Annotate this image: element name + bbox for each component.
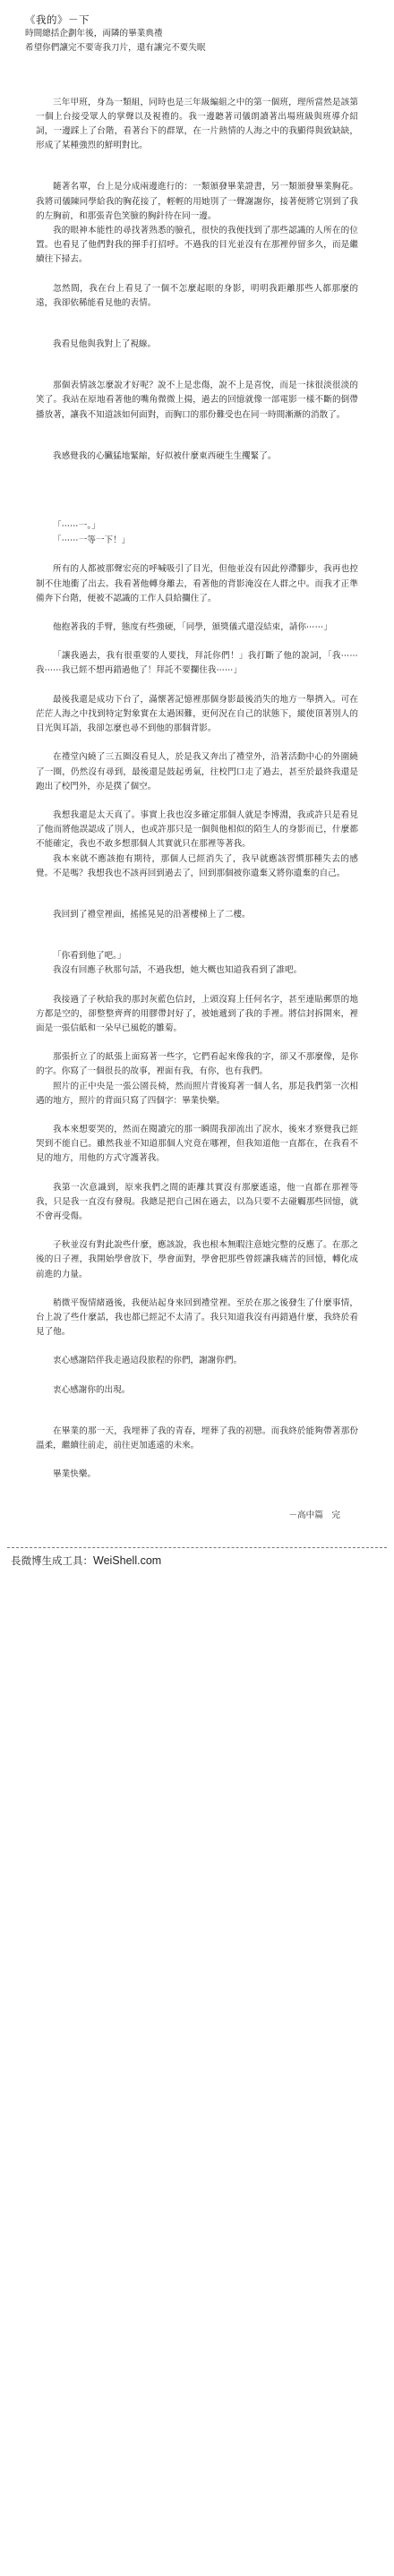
paragraph: 最後我還是成功下台了，滿懷著記憶裡那個身影最後消失的地方一舉擠入。可在茫茫人海之中找到特定對象實在太過困難，更何況在自己的狀態下，縱使頂著別人的目光與耳語，我卻怎麼也尋不到他的那個背影。 bbox=[36, 694, 358, 734]
paragraph: 所有的人都被那聲宏亮的呼喊吸引了目光，但他並沒有因此停滯腳步，我再也控制不住地衝了出去。我看著他轉身離去，看著他的背影淹沒在人群之中。而我才正準備奔下台階，便被不認識的工作人員給攔住了。 bbox=[36, 564, 358, 603]
paragraph: 照片的正中央是一張公園長椅，然而照片背後寫著一個人名，那是我們第一次相遇的地方，照片的背面只寫了四個字：畢業快樂。 bbox=[36, 1081, 358, 1106]
paragraph: 那張折立了的紙張上面寫著一些字，它們看起來像我的字，卻又不那麼像，是你的字。你寫了一個很長的故事，裡面有我，有你，也有我們。 bbox=[36, 1052, 358, 1077]
paragraph: 我第一次意識到，原來我們之間的距離其實沒有那麼遙遠，他一直都在那裡等我，只是我一直沒有發現。我總是把自己困在過去，以為只要不去碰觸那些回憶，就不會再受傷。 bbox=[36, 1182, 358, 1221]
paragraph: 我接過了子秋給我的那封灰藍色信封，上頭沒寫上任何名字，甚至連貼郵票的地方都是空的，卻整整齊齊的用膠帶封好了，被她遞到了我的手裡。將信封拆開來，裡面是一張信紙和一朵早已風乾的雛菊。 bbox=[36, 994, 358, 1033]
dialogue-line: 「⋯⋯一。」 bbox=[53, 521, 100, 532]
paragraph: 衷心感謝陪伴我走過這段旅程的你們，謝謝你們。 bbox=[53, 1356, 243, 1366]
paragraph: 稍微平復情緒過後，我便站起身來回到禮堂裡。至於在那之後發生了什麼事情，台上說了些什麼話，我也都已經記不太清了。我只知道我沒有再錯過什麼，我終於看見了他。 bbox=[36, 1297, 358, 1338]
footer-brand-link[interactable]: WeiShell.com bbox=[93, 1553, 162, 1567]
paragraph: 衷心感謝你的出現。 bbox=[53, 1384, 131, 1395]
paragraph: 我本來就不應該抱有期待，那個人已經消失了，我早就應該習慣那種失去的感覺。不是嗎？我想我也不該再回到過去了，回到那個被你遺棄又將你遺棄的自己。 bbox=[36, 853, 358, 878]
footer-prefix: 長微博生成工具： bbox=[11, 1553, 93, 1567]
paragraph: 我感覺我的心臟猛地緊縮，好似被什麼東西硬生生攫緊了。 bbox=[53, 450, 277, 461]
paragraph: 我看見他與我對上了視線。 bbox=[53, 339, 157, 350]
paragraph: 我回到了禮堂裡面，搖搖晃晃的沿著樓梯上了二樓。 bbox=[53, 909, 251, 920]
paragraph: 忽然間，我在台上看見了一個不怎麼起眼的身影，明明我距離那些人都那麼的遠，我卻依稀能看見他的表情。 bbox=[36, 283, 358, 308]
closing-line: 畢業快樂。 bbox=[53, 1469, 96, 1480]
footer bbox=[7, 1547, 387, 1577]
paragraph: 那個表情該怎麼說才好呢？說不上是悲傷，說不上是喜悅，而是一抹很淡很淡的笑了。我站在原地看著他的嘴角微微上揚，過去的回憶就像一部電影一樣不斷的倒帶播放著，讓我不知道該如何面對，而胸口的那份難受也在同一時間漸漸的消散了。 bbox=[36, 381, 358, 420]
paragraph: 在畢業的那一天，我埋葬了我的青春，埋葬了我的初戀。而我終於能夠帶著那份溫柔，繼續往前走，前往更加遙遠的未來。 bbox=[36, 1425, 358, 1451]
header-note-2: 希望你們讓完不要寄我刀片，還有讓完不要失眠 bbox=[25, 43, 206, 54]
paragraph: 他抱著我的手臂，態度有些強硬，「同學，頒獎儀式還沒結束，請你⋯⋯」 bbox=[53, 622, 332, 633]
dialogue-line: 「你看到他了吧。」 bbox=[53, 951, 126, 962]
article-header bbox=[0, 13, 394, 56]
article-title: 《我的》－下 bbox=[25, 13, 90, 26]
article-body bbox=[0, 96, 394, 1524]
dialogue-line: 「⋯⋯一等一下！」 bbox=[53, 535, 131, 546]
paragraph: 隨著名單，台上是分成兩邊進行的：一類頒發畢業證書，另一類頒發畢業胸花。我將司儀陳同學給我的胸花接了，輕輕的用她別了一聲謝謝你，接著便將它別到了我的左胸前，和那張青色笑臉的胸針待在同一邊。 bbox=[36, 182, 358, 221]
paragraph: 三年甲班，身為一類組，同時也是三年級編組之中的第一個班，理所當然是該第一個上台接受眾人的掌聲以及視禮的。我一邊聽著司儀朗讀著出場班級與班導介紹詞，一邊踩上了台階，看著台下的群眾，在一片熱情的人海之中的我顯得與致缺缺，形成了某種強烈的鮮明對比。 bbox=[36, 97, 358, 151]
header-note-1: 時間總括企劃年後，両隣的畢業典禮 bbox=[25, 29, 163, 39]
paragraph: 我的眼神本能性的尋找著熟悉的臉孔，很快的我便找到了那些認識的人所在的位置。也看見了他們對我的揮手打招呼。不過我的目光並沒有在那裡停留多久，而是繼續往下掃去。 bbox=[36, 226, 358, 265]
paragraph: 在禮堂內繞了三五圈沒看見人，於是我又奔出了禮堂外，沿著活動中心的外圍繞了一圈，仍然沒有尋到，最後還是鼓起勇氣，往校門口走了過去，甚至於最終我還是跑出了校門外，亦是撲了個空。 bbox=[36, 752, 358, 792]
paragraph: 子秋並沒有對此說些什麼，應該說，我也根本無暇注意她完整的反應了。在那之後的日子裡，我開始學會放下，學會面對，學會把那些曾經讓我痛苦的回憶，轉化成前進的力量。 bbox=[36, 1240, 358, 1279]
paragraph: 我想我還是太天真了。事實上我也沒多確定那個人就是李博淵，我或許只是看見了他而將他誤認成了別人，也或許那只是一個與他相似的陌生人的身影而已，什麼都不能確定，我也不敢多想那個人其實就只在那裡等著我。 bbox=[36, 809, 358, 850]
paragraph: 「讓我過去，我有很重要的人要找，拜託你們！」我打斷了他的說詞，「我⋯⋯我⋯⋯我已經不想再錯過他了！拜託不要攔住我⋯⋯」 bbox=[36, 651, 358, 676]
paragraph: 我本來想要哭的，然而在閱讀完的那一瞬間我卻流出了淚水，後來才察覺我已經哭到不能自已。雖然我並不知道那個人究竟在哪裡，但我知道他一直都在，在我看不見的地方，用他的方式守護著我。 bbox=[36, 1124, 358, 1164]
paragraph: 我沒有回應子秋那句話，不過我想，她大概也知道我看到了誰吧。 bbox=[53, 965, 303, 976]
signoff: －高中篇 完 bbox=[288, 1511, 340, 1521]
